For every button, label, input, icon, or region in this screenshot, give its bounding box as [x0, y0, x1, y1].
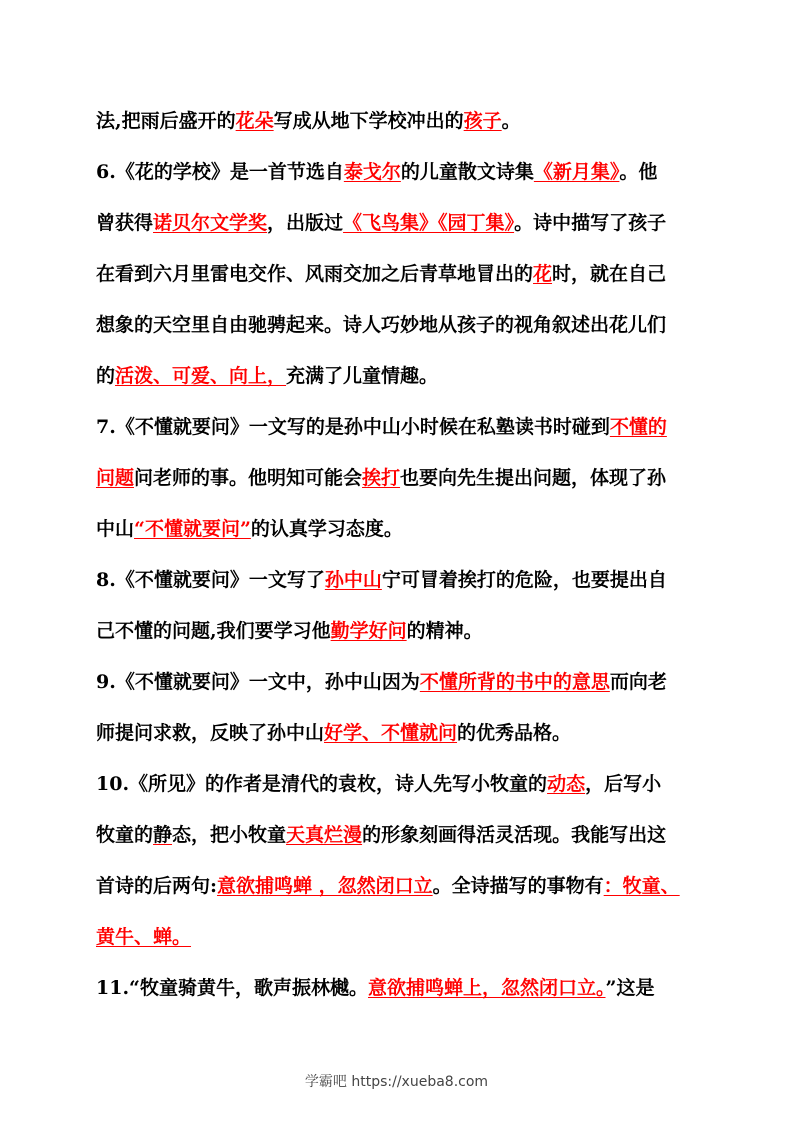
text-line [96, 159, 716, 185]
text-line [96, 771, 716, 797]
body-text: ”这是 [605, 977, 655, 999]
body-text: 首诗的后两句: [96, 875, 218, 897]
answer-text: 挨打 [362, 467, 401, 489]
body-text: 。他 [619, 161, 658, 183]
text-line [96, 720, 716, 746]
body-text: 写成从地下学校冲出的 [273, 110, 464, 132]
body-text: 法,把雨后盛开的 [96, 110, 236, 132]
body-text: 牧童的 [96, 824, 154, 846]
body-text: 想象的天空里自由驰骋起来。诗人巧妙地从孩子的视角叙述出花儿们 [96, 314, 667, 336]
body-text: 7.《不懂就要问》一文写的是孙中山小时候在私塾读书时碰到 [96, 416, 610, 438]
body-text: ，后写小 [585, 773, 662, 795]
body-text: 。 [501, 110, 521, 132]
body-text: 充满了儿童情趣。 [286, 365, 439, 387]
body-text: 的精神。 [406, 620, 483, 642]
text-line [96, 618, 716, 644]
text-line [96, 873, 716, 899]
body-text: 的儿童散文诗集 [400, 161, 534, 183]
answer-text: 意欲捕鸣蝉 ，忽然闭口立 [217, 875, 433, 897]
text-line [96, 669, 716, 695]
answer-text: “不懂就要问” [134, 518, 251, 540]
body-text: 问老师的事。他明知可能会 [134, 467, 363, 489]
answer-text: 不懂所背的书中的意思 [419, 671, 610, 693]
body-text: 的形象刻画得活灵活现。我能写出这 [362, 824, 667, 846]
answer-text: 问题 [96, 467, 135, 489]
body-text: 在看到六月里雷电交作、风雨交加之后青草地冒出的 [96, 263, 534, 285]
body-text: 10.《所见》的作者是清代的袁枚，诗人先写小牧童的 [96, 773, 548, 795]
body-text: 。诗中描写了孩子 [514, 212, 667, 234]
text-line [96, 516, 716, 542]
body-text: 11.“牧童骑黄牛，歌声振林樾。 [96, 977, 368, 999]
answer-text: 勤学好问 [330, 620, 407, 642]
answer-text: ：牧童、 [603, 875, 680, 897]
body-text: 静 [153, 824, 173, 846]
body-text: 而向老 [609, 671, 667, 693]
text-line [96, 261, 716, 287]
body-text: 的 [96, 365, 116, 387]
body-text: 师提问求救，反映了孙中山 [96, 722, 325, 744]
answer-text: 黄牛、蝉。 [96, 926, 192, 948]
body-text: 态，把小牧童 [172, 824, 287, 846]
body-text: 也要向先生提出问题，体现了孙 [400, 467, 667, 489]
body-text: 时，就在自己 [552, 263, 667, 285]
answer-text: 花朵 [235, 110, 274, 132]
body-text: ，出版过 [267, 212, 344, 234]
answer-text: 花 [533, 263, 553, 285]
answer-text: 泰戈尔 [343, 161, 401, 183]
answer-text: 天真烂漫 [286, 824, 363, 846]
answer-text: 动态 [547, 773, 586, 795]
answer-text: 活泼、可爱、向上， [115, 365, 287, 387]
text-line [96, 975, 716, 1001]
text-line [96, 924, 716, 950]
body-text: 9.《不懂就要问》一文中，孙中山因为 [96, 671, 420, 693]
text-line [96, 567, 716, 593]
text-line [96, 822, 716, 848]
answer-text: 孙中山 [324, 569, 382, 591]
body-text: 曾获得 [96, 212, 154, 234]
body-text: 宁可冒着挨打的危险，也要提出自 [381, 569, 667, 591]
body-text: 中山 [96, 518, 135, 540]
text-line [96, 210, 716, 236]
page-footer: 学霸吧 https://xueba8.com [304, 1074, 489, 1090]
body-text: 的优秀品格。 [457, 722, 572, 744]
answer-text: 意欲捕鸣蝉上，忽然闭口立。 [368, 977, 606, 999]
answer-text: 诺贝尔文学奖 [153, 212, 268, 234]
answer-text: 《新月集》 [533, 161, 620, 183]
body-text: 的认真学习态度。 [250, 518, 403, 540]
answer-text: 《飞鸟集》《园丁集》 [343, 212, 515, 234]
text-line [96, 465, 716, 491]
text-line [96, 312, 716, 338]
body-text: 6.《花的学校》是一首节选自 [96, 161, 344, 183]
body-text: 。全诗描写的事物有 [432, 875, 604, 897]
body-text: 8.《不懂就要问》一文写了 [96, 569, 325, 591]
text-line [96, 414, 716, 440]
text-line [96, 108, 716, 134]
answer-text: 好学、不懂就问 [324, 722, 458, 744]
answer-text: 孩子 [463, 110, 502, 132]
body-text: 己不懂的问题,我们要学习他 [96, 620, 331, 642]
text-line [96, 363, 716, 389]
answer-text: 不懂的 [609, 416, 667, 438]
